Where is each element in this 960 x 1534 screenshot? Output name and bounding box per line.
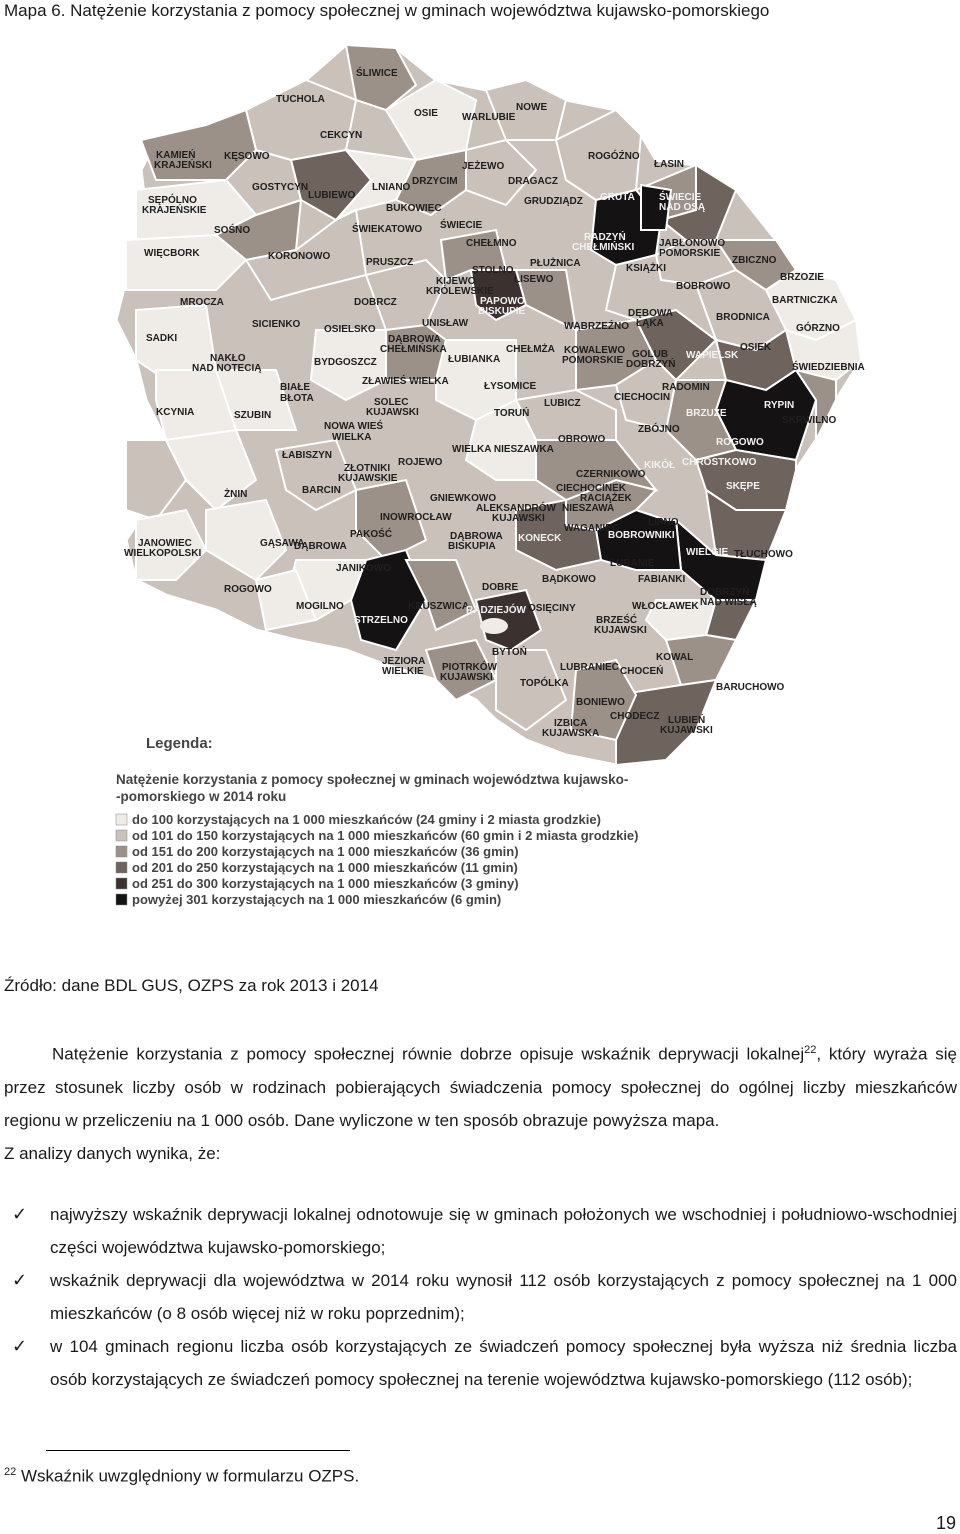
label-pruszcz: PRUSZCZ (366, 257, 414, 268)
label-kujawskie: KUJAWSKIE (338, 473, 398, 484)
label-dobre: DOBRE (482, 582, 519, 593)
label-inowroclaw: INOWROCŁAW (380, 512, 452, 523)
label-lisewo: LISEWO (514, 274, 554, 285)
source-note: Źródło: dane BDL GUS, OZPS za rok 2013 i 2014 (4, 976, 379, 995)
label-golub: GOLUB (632, 349, 669, 360)
label-chelminska: CHEŁMIŃSKA (380, 344, 447, 355)
label-rypin: RYPIN (764, 400, 795, 411)
label-osiek: OSIEK (740, 342, 772, 353)
label-kujawski: KUJAWSKI (366, 407, 419, 418)
label-baruchowo: BARUCHOWO (716, 682, 785, 693)
label-papowo: PAPOWO (480, 296, 525, 307)
label-lubanie: LUBANIE (610, 558, 655, 569)
label-sliwice: ŚLIWICE (356, 68, 398, 79)
label-boniewo: BONIEWO (576, 697, 625, 708)
label-tluchowo: TŁUCHOWO (734, 549, 793, 560)
label-nad-notecia: NAD NOTECIĄ (192, 363, 262, 374)
label-nad-osa: NAD OSĄ (659, 202, 706, 213)
label-swiecie-nad: ŚWIECIE (659, 192, 702, 203)
label-aleksandrow: ALEKSANDRÓW (476, 503, 556, 514)
check-icon: ✓ (12, 1204, 28, 1224)
label-wabrzezno: WĄBRZEŹNO (564, 321, 629, 332)
label-dragacz: DRAGACZ (508, 176, 558, 187)
label-kijewo: KIJEWO (436, 276, 476, 287)
label-rogowo-e: ROGOWO (716, 437, 764, 448)
label-skepe: SKĘPE (726, 481, 760, 492)
legend-items (116, 812, 639, 907)
label-lubraniec: LUBRANIEC (560, 662, 619, 673)
map-caption: Mapa 6. Natężenie korzystania z pomocy społecznej w gminach województwa kujawsko-pomorskiego (4, 1, 770, 20)
label-kujawski5: KUJAWSKI (660, 725, 713, 736)
label-brodnica: BRODNICA (716, 312, 770, 323)
label-bobrowniki: BOBROWNIKI (608, 530, 675, 541)
label-pomorskie2: POMORSKIE (562, 355, 624, 366)
label-lipno: LIPNO (648, 517, 679, 528)
label-blota: BŁOTA (280, 393, 314, 404)
map-svg (96, 40, 866, 920)
legend-label: od 101 do 150 korzystających na 1 000 mieszkańców (60 gmin i 2 miasta grodzkie) (132, 828, 639, 843)
label-bartniczka: BARTNICZKA (772, 295, 838, 306)
label-janikowo: JANIKOWO (336, 563, 391, 574)
label-wapielsk: WAPIELSK (686, 350, 739, 361)
label-labiszyn: ŁABISZYN (282, 450, 332, 461)
list-item-text: wskaźnik deprywacji dla województwa w 2014 roku wynosił 112 osób korzystających z pomocy społecznej na 1 000 mieszkańców (o 8 osób więcej niż w roku poprzednim); (50, 1271, 957, 1323)
label-zlawies: ZŁAWIEŚ WIELKA (362, 376, 449, 387)
label-dabrowa-b: DĄBROWA (450, 531, 503, 542)
legend-label: powyżej 301 korzystających na 1 000 mieszkańców (6 gmin) (132, 892, 502, 907)
paragraph-text-1: Natężenie korzystania z pomocy społecznej równie dobrze opisuje wskaźnik deprywacji lokalnej (52, 1044, 805, 1064)
check-icon: ✓ (12, 1336, 28, 1356)
label-swiekatowo: ŚWIEKATOWO (352, 224, 423, 235)
label-kruszwica: KRUSZWICA (408, 601, 470, 612)
label-radomin: RADOMIN (662, 382, 710, 393)
label-unislaw: UNISŁAW (422, 318, 469, 329)
label-topolka: TOPÓLKA (520, 678, 569, 689)
label-ksiazki: KSIĄŻKI (626, 263, 666, 274)
label-dabrowa-ch: DĄBROWA (388, 334, 441, 345)
label-warlubie: WARLUBIE (462, 112, 516, 123)
legend-label: do 100 korzystających na 1 000 mieszkańców (24 gminy i 2 miasta grodzkie) (132, 812, 601, 827)
label-barcin: BARCIN (302, 485, 341, 496)
label-kowal: KOWAL (656, 652, 694, 663)
label-zlotniki: ZŁOTNIKI (344, 463, 391, 474)
label-lubien: LUBIEŃ (668, 715, 706, 726)
label-wiecbork: WIĘCBORK (144, 248, 200, 259)
legend-title: Legenda: (146, 735, 213, 752)
label-swiedziebnia: ŚWIEDZIEBNIA (792, 362, 865, 373)
legend-swatch (116, 894, 127, 905)
label-brzozie: BRZOZIE (780, 272, 824, 283)
label-nowa-wies: NOWA WIEŚ (324, 421, 384, 432)
label-koneck: KONECK (518, 533, 562, 544)
label-piotrkow: PIOTRKÓW (442, 662, 497, 673)
label-cekcyn: CEKCYN (320, 130, 363, 141)
legend-item (116, 860, 518, 875)
label-znin: ŻNIN (224, 489, 248, 500)
label-bobrowo: BOBROWO (676, 281, 731, 292)
label-lasin: ŁASIN (654, 159, 684, 170)
label-biskupia: BISKUPIA (448, 541, 496, 552)
list-item (4, 1264, 957, 1330)
legend-swatch (116, 862, 127, 873)
label-krolewskie: KRÓLEWSKIE (426, 286, 494, 297)
label-drzycim: DRZYCIM (412, 176, 458, 187)
findings-list (4, 1198, 957, 1396)
label-osie: OSIE (414, 108, 438, 119)
label-raciazek: RACIĄŻEK (580, 493, 632, 504)
label-biskupie: BISKUPIE (478, 306, 526, 317)
label-bydgoszcz: BYDGOSZCZ (314, 357, 377, 368)
label-waganiec: WAGANIEC (564, 523, 619, 534)
legend-swatch (116, 878, 127, 889)
label-rogozno: ROGÓŹNO (588, 151, 640, 162)
label-pakosc: PAKOŚĆ (350, 529, 393, 540)
label-dobrzyn: DOBRZYŃ (626, 359, 676, 370)
legend-item (116, 892, 501, 907)
legend-item (116, 812, 601, 827)
label-janowiec: JANOWIEC (138, 538, 192, 549)
label-mrocza: MROCZA (180, 297, 224, 308)
label-brzesc: BRZEŚĆ (596, 615, 638, 626)
paragraph-text-2: , który wyraża się przez stosunek liczby osób w rodzinach pobierających świadczenia pomocy społecznej do ogólnej liczby mieszkańców regionu w przeliczeniu na 1 000 osób. Dane wyliczone w ten sposób obrazuje powyższa mapa. (4, 1044, 958, 1130)
legend-swatch (116, 814, 127, 825)
label-zbiczno: ZBICZNO (732, 255, 777, 266)
label-nieszawa: NIESZAWA (562, 503, 615, 514)
legend-swatch (116, 846, 127, 857)
label-krajenskie: KRAJEŃSKIE (142, 205, 207, 216)
footnote-text: Wskaźnik uwzględniony w formularzu OZPS. (20, 1466, 360, 1486)
label-gostycyn: GOSTYCYN (252, 182, 309, 193)
label-chocen: CHOCEŃ (620, 666, 664, 677)
label-byton: BYTOŃ (492, 647, 527, 658)
legend-heading-line1: Natężenie korzystania z pomocy społecznej w gminach województwa kujawsko- (116, 772, 629, 787)
label-wielkie: WIELKIE (382, 666, 424, 677)
label-dabrowa: DĄBROWA (294, 541, 347, 552)
label-jeziora: JEZIORA (382, 656, 426, 667)
label-lubianka: ŁUBIANKA (448, 354, 501, 365)
label-chodecz: CHODECZ (610, 711, 660, 722)
label-ciechocin: CIECHOCIN (614, 392, 671, 403)
label-solec: SOLEC (374, 397, 409, 408)
label-pomorskie: POMORSKIE (659, 248, 721, 259)
label-fabianki: FABIANKI (638, 574, 686, 585)
label-sosno: SOŚNO (214, 225, 251, 236)
label-wielka: WIELKA (332, 432, 372, 443)
label-kowalewo: KOWALEWO (564, 345, 626, 356)
label-grudziadz: GRUDZIĄDZ (524, 196, 583, 207)
footnote (4, 1466, 359, 1487)
legend-swatch (116, 830, 127, 841)
label-tuchola: TUCHOLA (276, 94, 325, 105)
choropleth-map (96, 40, 866, 920)
label-laka: ŁĄKA (636, 318, 664, 329)
label-brzuze: BRZUZE (686, 408, 727, 419)
label-stolno: STOLNO (472, 265, 514, 276)
label-czernikowo: CZERNIKOWO (576, 469, 646, 480)
list-item (4, 1198, 957, 1264)
label-chelmno: CHEŁMNO (466, 238, 517, 249)
label-nowe: NOWE (516, 102, 548, 113)
label-kujawska: KUJAWSKA (542, 728, 600, 739)
label-koronowo: KORONOWO (268, 251, 331, 262)
label-badkowo: BĄDKOWO (542, 574, 596, 585)
label-dobrcz: DOBRCZ (354, 297, 397, 308)
footnote-ref[interactable]: 22 (804, 1044, 817, 1056)
label-jezewo: JEŻEWO (462, 161, 505, 172)
label-krajenski: KRAJEŃSKI (154, 160, 212, 171)
label-pluznica: PŁUŻNICA (530, 258, 581, 269)
label-lubiewo: LUBIEWO (308, 190, 356, 201)
label-wielgie: WIELGIE (686, 547, 729, 558)
label-chelminski: CHEŁMIŃSKI (572, 242, 635, 253)
list-item-text: w 104 gminach regionu liczba osób korzystających ze świadczeń pomocy społecznej była wyższa niż średnia liczba osób korzystających ze świadczeń pomocy społecznej na terenie województwa kujawsko-pomorskiego (112 osób); (50, 1337, 957, 1389)
label-wielkopolski: WIELKOPOLSKI (124, 548, 202, 559)
label-torun: TORUŃ (494, 408, 530, 419)
label-izbica: IZBICA (554, 718, 588, 729)
legend-item (116, 876, 519, 891)
label-gniewkowo: GNIEWKOWO (430, 493, 497, 504)
label-lubicz: LUBICZ (544, 398, 581, 409)
label-skrwilno: SKRWILNO (782, 415, 837, 426)
label-zbojno: ZBÓJNO (638, 424, 680, 435)
label-debowa: DĘBOWA (628, 308, 673, 319)
label-swiecie: ŚWIECIE (440, 220, 483, 231)
city-enclave (480, 618, 508, 634)
label-kujawski3: KUJAWSKI (594, 625, 647, 636)
list-item-text: najwyższy wskaźnik deprywacji lokalnej odnotowuje się w gminach położonych we wschodniej i południowo-wschodniej części województwa kujawsko-pomorskiego; (50, 1205, 957, 1257)
label-chelmza: CHEŁMŻA (506, 344, 555, 355)
label-kamien: KAMIEŃ (156, 150, 196, 161)
label-kikol: KIKÓŁ (644, 460, 676, 471)
label-osielsko: OSIELSKO (324, 324, 376, 335)
label-jablonowo: JABŁONOWO (659, 238, 726, 249)
label-osieciny: OSIĘCINY (528, 603, 576, 614)
analysis-intro: Z analizy danych wynika, że: (4, 1143, 221, 1163)
label-kcynia: KCYNIA (156, 407, 195, 418)
legend-label: od 251 do 300 korzystających na 1 000 mieszkańców (3 gminy) (132, 876, 519, 891)
label-strzelno: STRZELNO (354, 615, 408, 626)
label-wloclawek: WŁOCŁAWEK (632, 601, 699, 612)
label-szubin: SZUBIN (234, 410, 272, 421)
list-item (4, 1330, 957, 1396)
label-kujawski2: KUJAWSKI (492, 513, 545, 524)
label-gorzno: GÓRZNO (796, 323, 840, 334)
label-lysomice: ŁYSOMICE (484, 381, 537, 392)
footnote-number: 22 (4, 1466, 17, 1478)
legend-item (116, 828, 639, 843)
label-dobrzyn-w: DOBRZYŃ (700, 587, 750, 598)
body-paragraph (4, 1034, 957, 1170)
label-biale: BIAŁE (280, 382, 310, 393)
legend-item (116, 844, 519, 859)
label-mogilno: MOGILNO (296, 601, 344, 612)
label-kesowo: KĘSOWO (224, 151, 270, 162)
label-chrostkowo: CHROSTKOWO (682, 457, 757, 468)
label-bukowiec: BUKOWIEC (386, 203, 442, 214)
check-icon: ✓ (12, 1270, 28, 1290)
label-gruta: GRUTA (600, 192, 635, 203)
legend-heading-line2: -pomorskiego w 2014 roku (116, 789, 287, 804)
label-sicienko: SICIENKO (252, 319, 301, 330)
label-rogowo-w: ROGOWO (224, 584, 272, 595)
label-sadki: SADKI (146, 333, 178, 344)
label-nad-wisla: NAD WISŁĄ (700, 597, 757, 608)
label-rojewo: ROJEWO (398, 457, 443, 468)
label-radzyn: RADZYŃ (584, 232, 626, 243)
label-wielka-nieszawka: WIELKA NIESZAWKA (452, 444, 554, 455)
label-sepolno: SĘPÓLNO (148, 195, 197, 206)
page-number: 19 (935, 1513, 956, 1533)
label-radziejow: RADZIEJÓW (466, 605, 526, 616)
label-lniano: LNIANO (372, 182, 411, 193)
label-ciechocinek: CIECHOCINEK (556, 483, 627, 494)
legend-label: od 151 do 200 korzystających na 1 000 mieszkańców (36 gmin) (132, 844, 519, 859)
footnote-separator (46, 1450, 350, 1451)
label-naklo: NAKŁO (210, 353, 246, 364)
legend-label: od 201 do 250 korzystających na 1 000 mieszkańców (11 gmin) (132, 860, 518, 875)
label-obrowo: OBROWO (558, 434, 606, 445)
label-kujawski4: KUJAWSKI (440, 672, 493, 683)
label-gasawa: GĄSAWA (260, 538, 305, 549)
